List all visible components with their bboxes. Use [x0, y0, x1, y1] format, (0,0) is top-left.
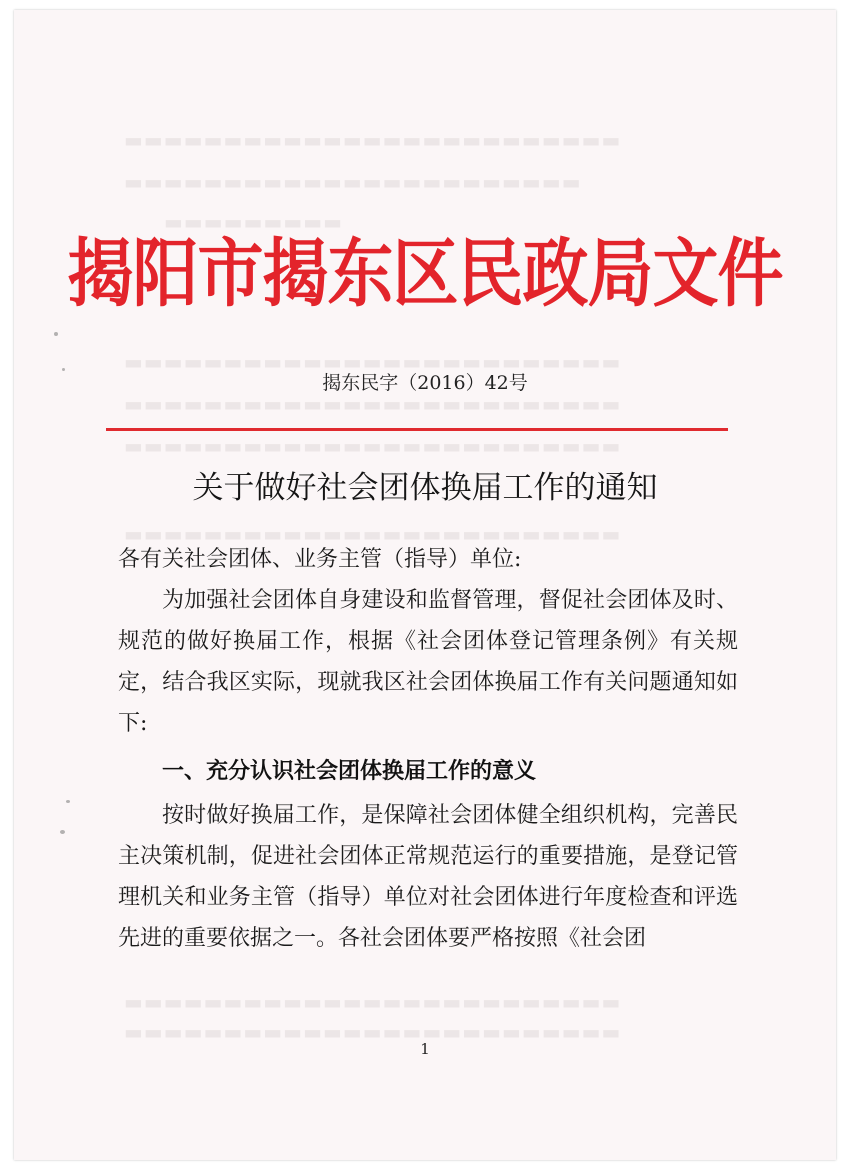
notice-title: 关于做好社会团体换届工作的通知 [192, 470, 658, 506]
bleed-through-text: ▬▬▬▬▬▬▬▬▬▬▬▬▬▬▬▬▬▬▬▬▬▬▬▬▬ [124, 128, 622, 152]
agency-header-title: 揭阳市揭东区民政局文件 [67, 229, 783, 317]
scan-speck [66, 800, 70, 803]
bleed-through-text: ▬▬▬▬▬▬▬▬▬ [164, 210, 344, 234]
bleed-through-text: ▬▬▬▬▬▬▬▬▬▬▬▬▬▬▬▬▬▬▬▬▬▬▬▬▬ [124, 392, 622, 416]
header-divider [106, 428, 728, 431]
bleed-through-text: ▬▬▬▬▬▬▬▬▬▬▬▬▬▬▬▬▬▬▬▬▬▬▬ [124, 170, 582, 194]
document-number: 揭东民字（2016）42号 [322, 372, 528, 394]
page-number: 1 [420, 1040, 430, 1058]
document-page [14, 10, 836, 1160]
bleed-through-text: ▬▬▬▬▬▬▬▬▬▬▬▬▬▬▬▬▬▬▬▬▬▬▬▬▬ [124, 990, 622, 1014]
body-paragraph-2: 按时做好换届工作，是保障社会团体健全组织机构，完善民主决策机制，促进社会团体正常规范运行的重要措施，是登记管理机关和业务主管（指导）单位对社会团体进行年度检查和评选先进的重要依据之一。各社会团体要严格按照《社会团 [118, 803, 738, 951]
scan-speck [60, 830, 65, 834]
scan-speck [54, 332, 58, 336]
bleed-through-text: ▬▬▬▬▬▬▬▬▬▬▬▬▬▬▬▬▬▬▬▬▬▬▬▬▬ [124, 434, 622, 458]
bleed-through-text: ▬▬▬▬▬▬▬▬▬▬▬▬▬▬▬▬▬▬▬▬▬▬▬▬▬ [124, 1020, 622, 1044]
section-heading-1: 一、充分认识社会团体换届工作的意义 [162, 759, 537, 784]
bleed-through-text: ▬▬▬▬▬▬▬▬▬▬▬▬▬▬▬▬▬▬▬▬▬▬▬▬▬ [124, 350, 622, 374]
bleed-through-text: ▬▬▬▬▬▬▬▬▬▬▬▬▬▬▬▬▬▬▬▬▬▬▬▬▬ [124, 522, 622, 546]
salutation: 各有关社会团体、业务主管（指导）单位: [118, 547, 522, 572]
body-paragraph-1: 为加强社会团体自身建设和监督管理，督促社会团体及时、规范的做好换届工作，根据《社会团体登记管理条例》有关规定，结合我区实际，现就我区社会团体换届工作有关问题通知如下: [118, 588, 738, 736]
